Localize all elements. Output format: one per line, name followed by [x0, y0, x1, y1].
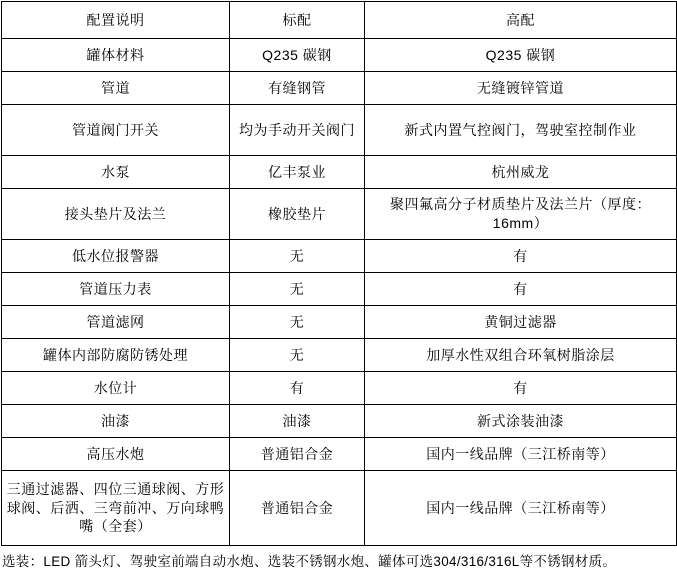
row-label: 油漆: [2, 405, 230, 438]
row-premium-value: Q235 碳钢: [365, 39, 677, 72]
configuration-table: [1, 1, 677, 546]
row-standard-value: 无: [230, 240, 365, 273]
table-row: [2, 105, 677, 156]
column-header-standard: 标配: [230, 2, 365, 39]
row-standard-value: Q235 碳钢: [230, 39, 365, 72]
row-premium-value: 加厚水性双组合环氧树脂涂层: [365, 339, 677, 372]
table-row: [2, 306, 677, 339]
row-standard-value: 无: [230, 339, 365, 372]
row-label: 罐体材料: [2, 39, 230, 72]
row-standard-value: 无: [230, 306, 365, 339]
row-standard-value: 橡胶垫片: [230, 189, 365, 240]
table-row: [2, 72, 677, 105]
row-label: 高压水炮: [2, 438, 230, 471]
row-standard-value: 亿丰泵业: [230, 156, 365, 189]
row-standard-value: 无: [230, 273, 365, 306]
row-standard-value: 有缝钢管: [230, 72, 365, 105]
table-header-row: [2, 2, 677, 39]
column-header-description: 配置说明: [2, 2, 230, 39]
table-row: [2, 438, 677, 471]
row-label: 三通过滤器、四位三通球阀、方形球阀、后洒、三弯前冲、万向球鸭嘴（全套）: [2, 471, 230, 546]
table-row: [2, 189, 677, 240]
row-label: 管道压力表: [2, 273, 230, 306]
row-standard-value: 均为手动开关阀门: [230, 105, 365, 156]
table-row: [2, 273, 677, 306]
row-premium-value: 无缝镀锌管道: [365, 72, 677, 105]
row-premium-value: 新式涂装油漆: [365, 405, 677, 438]
row-label: 接头垫片及法兰: [2, 189, 230, 240]
row-premium-value: 黄铜过滤器: [365, 306, 677, 339]
column-header-premium: 高配: [365, 2, 677, 39]
row-premium-value: 有: [365, 240, 677, 273]
row-standard-value: 油漆: [230, 405, 365, 438]
optional-equipment-note: [2, 552, 674, 570]
optional-equipment-note-text: 选装：LED 箭头灯、驾驶室前端自动水炮、选装不锈钢水炮、罐体可选304/316/316L等不锈钢材质。: [2, 554, 617, 569]
row-premium-value: 有: [365, 273, 677, 306]
row-premium-value: 聚四氟高分子材质垫片及法兰片（厚度：16mm）: [365, 189, 677, 240]
table-row: [2, 39, 677, 72]
table-row: [2, 339, 677, 372]
row-premium-value: 国内一线品牌（三江桥南等）: [365, 438, 677, 471]
row-label: 罐体内部防腐防锈处理: [2, 339, 230, 372]
row-standard-value: 普通铝合金: [230, 471, 365, 546]
row-standard-value: 有: [230, 372, 365, 405]
table-row: [2, 372, 677, 405]
row-label: 管道阀门开关: [2, 105, 230, 156]
row-label: 水位计: [2, 372, 230, 405]
row-label: 管道: [2, 72, 230, 105]
table-row: [2, 240, 677, 273]
row-label: 低水位报警器: [2, 240, 230, 273]
table-row: [2, 405, 677, 438]
row-standard-value: 普通铝合金: [230, 438, 365, 471]
table-row: [2, 471, 677, 546]
table-row: [2, 156, 677, 189]
row-premium-value: 国内一线品牌（三江桥南等）: [365, 471, 677, 546]
row-premium-value: 有: [365, 372, 677, 405]
row-label: 水泵: [2, 156, 230, 189]
row-premium-value: 新式内置气控阀门，驾驶室控制作业: [365, 105, 677, 156]
row-label: 管道滤网: [2, 306, 230, 339]
row-premium-value: 杭州威龙: [365, 156, 677, 189]
table-header: [2, 2, 677, 39]
table-body: [2, 39, 677, 546]
